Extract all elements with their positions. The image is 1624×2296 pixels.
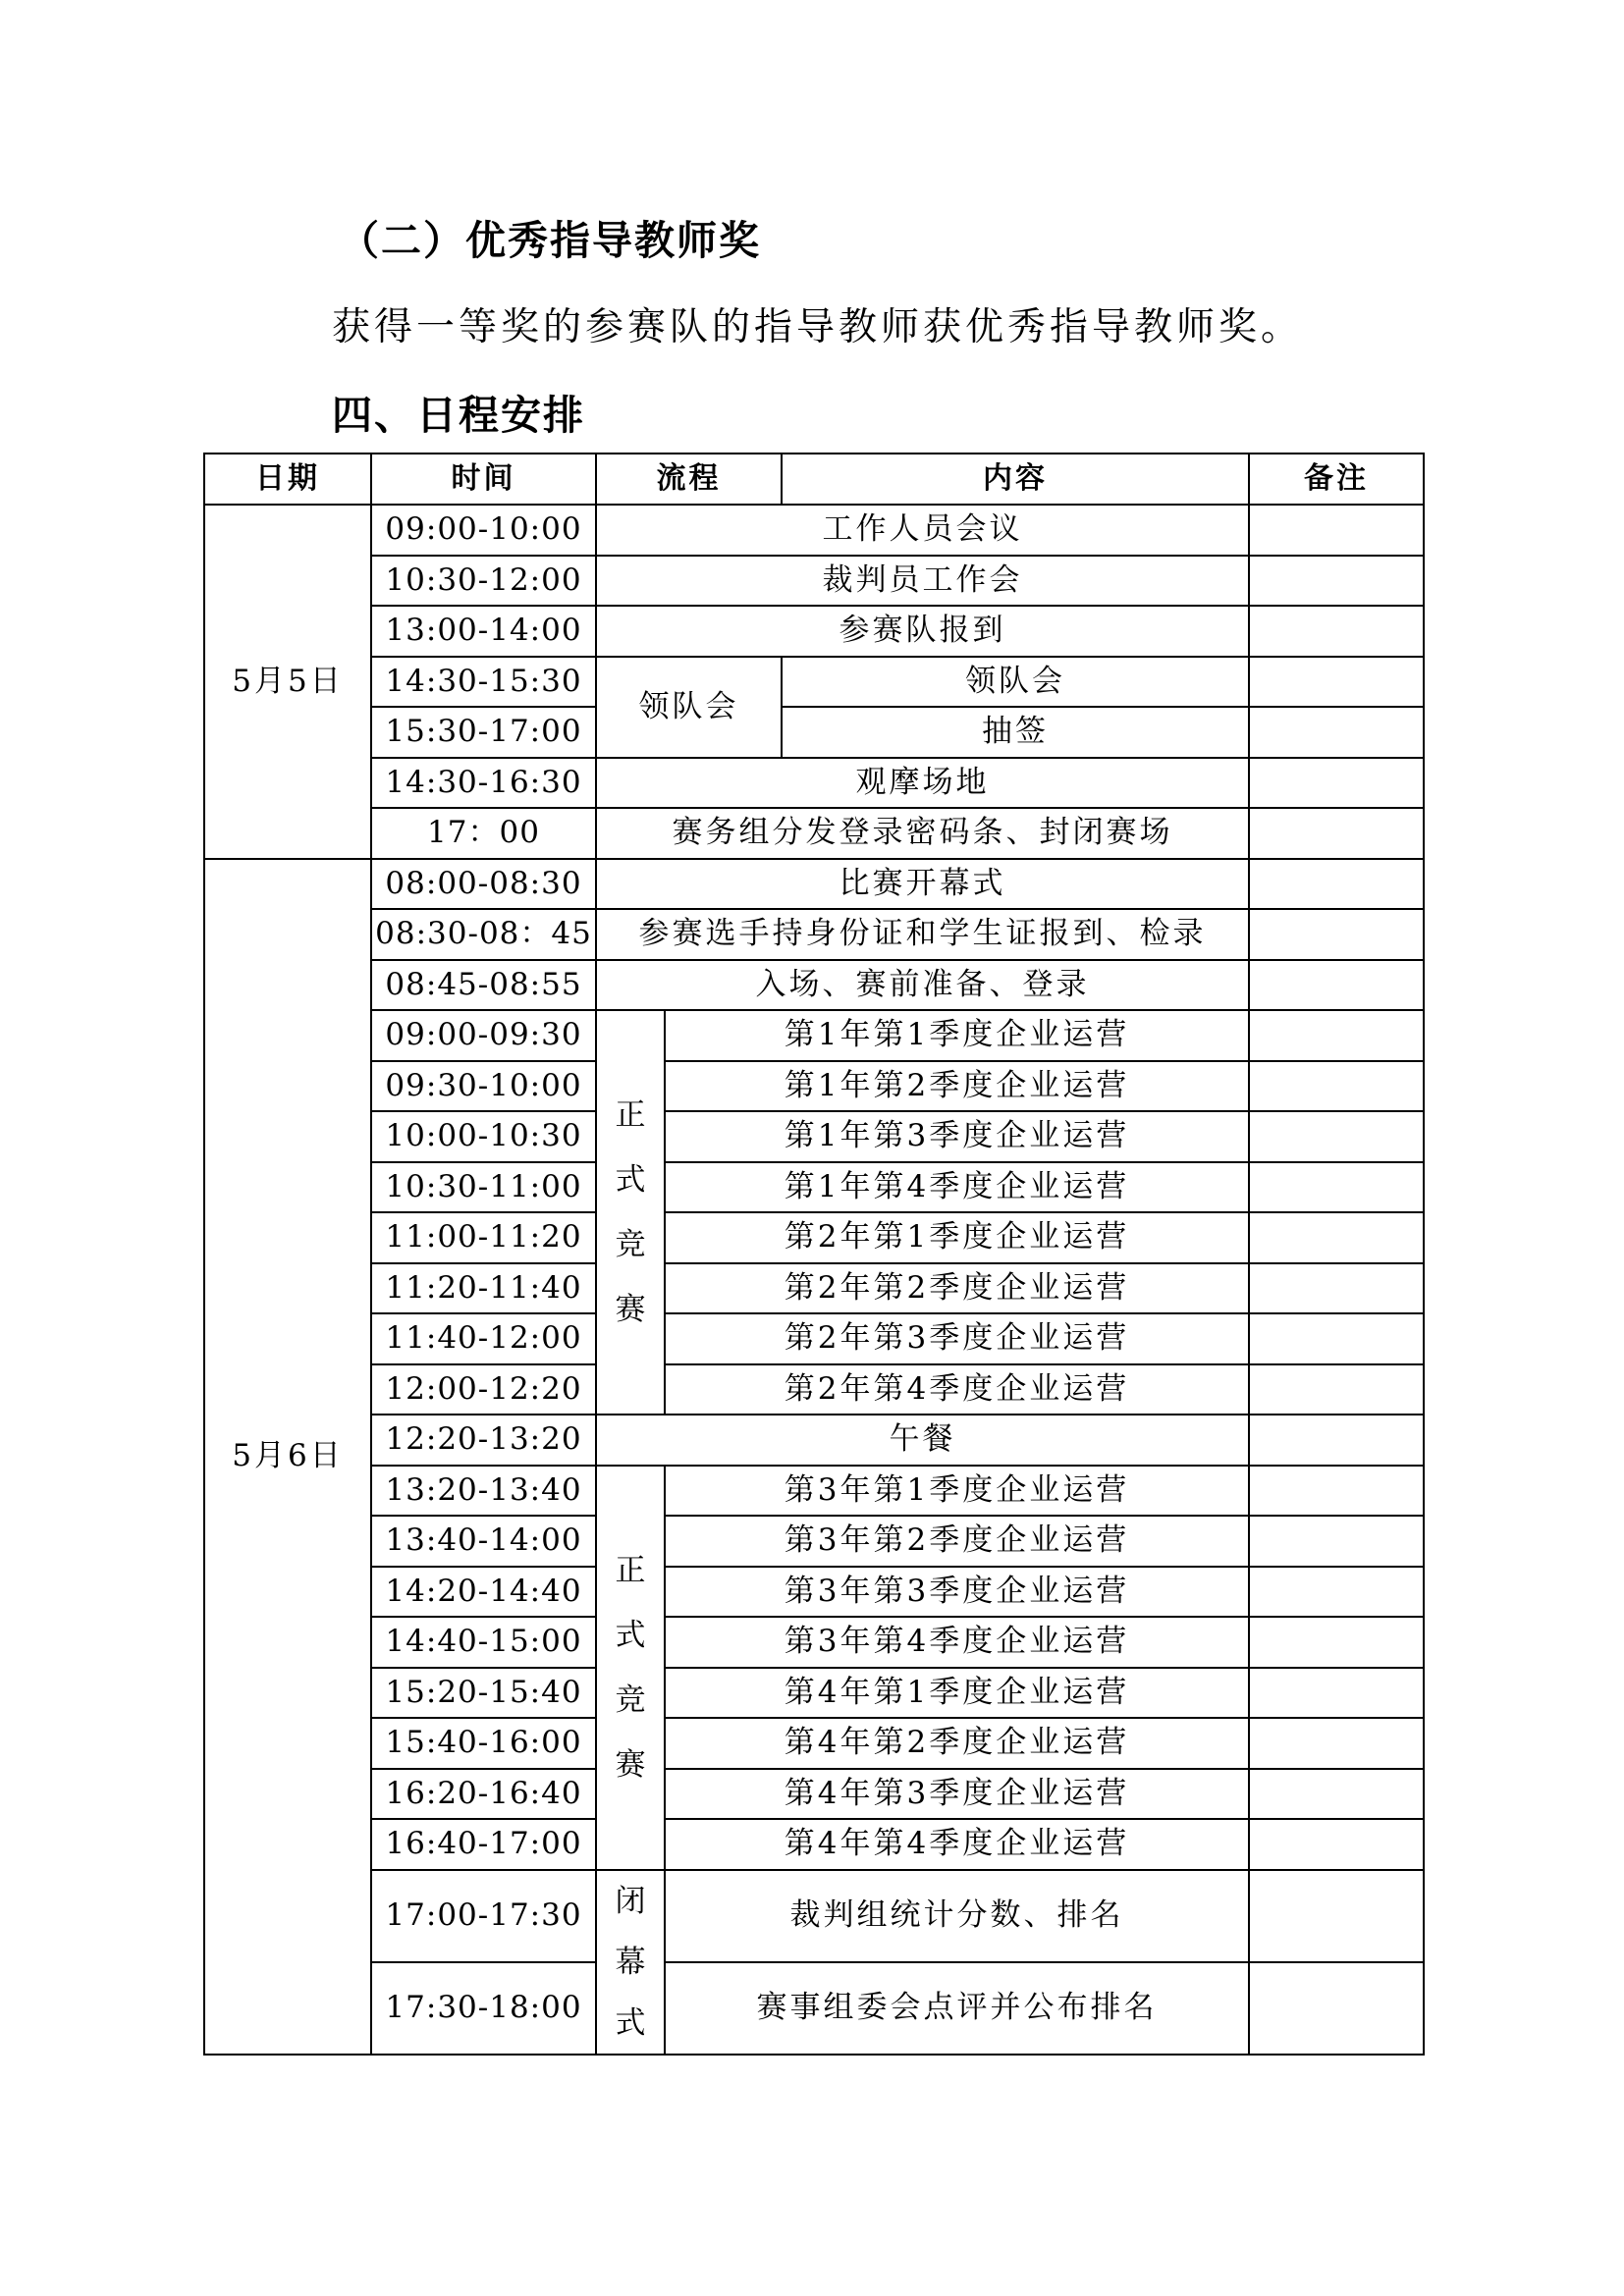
table-row [204, 556, 1424, 607]
remark-cell [1249, 808, 1424, 859]
table-row [204, 1962, 1424, 2055]
content-cell: 入场、赛前准备、登录 [596, 960, 1249, 1011]
content-cell: 参赛队报到 [596, 606, 1249, 657]
table-row [204, 1466, 1424, 1517]
content-cell: 领队会 [782, 657, 1249, 708]
time-cell: 12:20-13:20 [371, 1415, 596, 1466]
table-row [204, 859, 1424, 910]
remark-cell [1249, 1668, 1424, 1719]
time-cell: 10:30-12:00 [371, 556, 596, 607]
time-cell: 14:40-15:00 [371, 1617, 596, 1668]
remark-cell [1249, 1415, 1424, 1466]
time-cell: 15:20-15:40 [371, 1668, 596, 1719]
time-cell: 14:30-16:30 [371, 758, 596, 809]
remark-cell [1249, 1111, 1424, 1162]
remark-cell [1249, 1263, 1424, 1314]
process-cell-formal-competition-morning [596, 1010, 665, 1415]
remark-cell [1249, 859, 1424, 910]
time-cell: 13:40-14:00 [371, 1516, 596, 1567]
remark-cell [1249, 1313, 1424, 1364]
table-row [204, 758, 1424, 809]
content-cell: 第4年第4季度企业运营 [665, 1819, 1249, 1870]
content-cell: 第1年第1季度企业运营 [665, 1010, 1249, 1061]
content-cell-lunch: 午餐 [596, 1415, 1249, 1466]
time-cell: 08:45-08:55 [371, 960, 596, 1011]
content-cell: 第3年第4季度企业运营 [665, 1617, 1249, 1668]
table-row [204, 1415, 1424, 1466]
header-date: 日期 [204, 454, 371, 505]
time-cell: 12:00-12:20 [371, 1364, 596, 1415]
time-cell: 17：00 [371, 808, 596, 859]
remark-cell [1249, 1010, 1424, 1061]
table-header-row [204, 454, 1424, 505]
process-cell-formal-competition-afternoon [596, 1466, 665, 1870]
section-paragraph: 获得一等奖的参赛队的指导教师获优秀指导教师奖。 [332, 305, 1304, 349]
table-row [204, 657, 1424, 708]
process-cell-closing-ceremony [596, 1870, 665, 2055]
table-row [204, 1313, 1424, 1364]
content-cell: 第2年第2季度企业运营 [665, 1263, 1249, 1314]
remark-cell [1249, 1212, 1424, 1263]
time-cell: 09:00-09:30 [371, 1010, 596, 1061]
table-row [204, 606, 1424, 657]
table-row [204, 960, 1424, 1011]
process-cell-leaders-meeting: 领队会 [596, 657, 782, 758]
section-heading-excellent-advisor-award: （二）优秀指导教师奖 [339, 217, 761, 264]
table-row [204, 1364, 1424, 1415]
time-cell: 17:00-17:30 [371, 1870, 596, 1962]
content-cell: 第2年第4季度企业运营 [665, 1364, 1249, 1415]
table-row [204, 1769, 1424, 1820]
remark-cell [1249, 1466, 1424, 1517]
remark-cell [1249, 1819, 1424, 1870]
table-row [204, 1212, 1424, 1263]
table-row [204, 808, 1424, 859]
table-row [204, 1567, 1424, 1618]
remark-cell [1249, 707, 1424, 758]
date-cell-day1: 5月5日 [204, 505, 371, 859]
time-cell: 11:00-11:20 [371, 1212, 596, 1263]
content-cell: 第4年第1季度企业运营 [665, 1668, 1249, 1719]
time-cell: 16:40-17:00 [371, 1819, 596, 1870]
content-cell: 参赛选手持身份证和学生证报到、检录 [596, 909, 1249, 960]
content-cell: 第2年第3季度企业运营 [665, 1313, 1249, 1364]
time-cell: 15:30-17:00 [371, 707, 596, 758]
remark-cell [1249, 1567, 1424, 1618]
table-row [204, 1111, 1424, 1162]
table-row [204, 1668, 1424, 1719]
remark-cell [1249, 1617, 1424, 1668]
date-cell-day2: 5月6日 [204, 859, 371, 2055]
content-cell: 赛务组分发登录密码条、封闭赛场 [596, 808, 1249, 859]
time-cell: 15:40-16:00 [371, 1718, 596, 1769]
content-cell: 第1年第3季度企业运营 [665, 1111, 1249, 1162]
time-cell: 08:00-08:30 [371, 859, 596, 910]
table-row [204, 1263, 1424, 1314]
remark-cell [1249, 758, 1424, 809]
remark-cell [1249, 1061, 1424, 1112]
remark-cell [1249, 1962, 1424, 2055]
table-row [204, 505, 1424, 556]
table-row [204, 1819, 1424, 1870]
time-cell: 08:30-08：45 [371, 909, 596, 960]
table-row [204, 1010, 1424, 1061]
table-row [204, 1516, 1424, 1567]
remark-cell [1249, 960, 1424, 1011]
remark-cell [1249, 606, 1424, 657]
schedule-table [203, 453, 1425, 2056]
table-row [204, 1061, 1424, 1112]
content-cell: 第2年第1季度企业运营 [665, 1212, 1249, 1263]
time-cell: 17:30-18:00 [371, 1962, 596, 2055]
table-row [204, 1162, 1424, 1213]
content-cell: 抽签 [782, 707, 1249, 758]
vertical-label: 正式竞赛 [615, 1552, 646, 1783]
content-cell: 第3年第2季度企业运营 [665, 1516, 1249, 1567]
table-row [204, 707, 1424, 758]
time-cell: 11:40-12:00 [371, 1313, 596, 1364]
schedule-heading: 四、日程安排 [332, 392, 585, 439]
time-cell: 10:30-11:00 [371, 1162, 596, 1213]
time-cell: 14:20-14:40 [371, 1567, 596, 1618]
content-cell: 第3年第1季度企业运营 [665, 1466, 1249, 1517]
content-cell: 第4年第2季度企业运营 [665, 1718, 1249, 1769]
time-cell: 13:00-14:00 [371, 606, 596, 657]
content-cell: 观摩场地 [596, 758, 1249, 809]
table-row [204, 1870, 1424, 1962]
time-cell: 13:20-13:40 [371, 1466, 596, 1517]
time-cell: 14:30-15:30 [371, 657, 596, 708]
header-content: 内容 [782, 454, 1249, 505]
content-cell: 赛事组委会点评并公布排名 [665, 1962, 1249, 2055]
remark-cell [1249, 1769, 1424, 1820]
content-cell: 裁判组统计分数、排名 [665, 1870, 1249, 1962]
content-cell: 工作人员会议 [596, 505, 1249, 556]
vertical-label: 正式竞赛 [615, 1097, 646, 1327]
remark-cell [1249, 1364, 1424, 1415]
table-row [204, 1718, 1424, 1769]
time-cell: 09:00-10:00 [371, 505, 596, 556]
time-cell: 11:20-11:40 [371, 1263, 596, 1314]
remark-cell [1249, 1870, 1424, 1962]
remark-cell [1249, 1162, 1424, 1213]
content-cell: 比赛开幕式 [596, 859, 1249, 910]
remark-cell [1249, 909, 1424, 960]
header-time: 时间 [371, 454, 596, 505]
remark-cell [1249, 657, 1424, 708]
header-remark: 备注 [1249, 454, 1424, 505]
table-row [204, 909, 1424, 960]
content-cell: 第4年第3季度企业运营 [665, 1769, 1249, 1820]
vertical-label: 闭幕式 [615, 1883, 646, 2041]
header-process: 流程 [596, 454, 782, 505]
time-cell: 09:30-10:00 [371, 1061, 596, 1112]
content-cell: 第3年第3季度企业运营 [665, 1567, 1249, 1618]
remark-cell [1249, 505, 1424, 556]
content-cell: 第1年第4季度企业运营 [665, 1162, 1249, 1213]
content-cell: 裁判员工作会 [596, 556, 1249, 607]
remark-cell [1249, 556, 1424, 607]
table-row [204, 1617, 1424, 1668]
time-cell: 16:20-16:40 [371, 1769, 596, 1820]
remark-cell [1249, 1516, 1424, 1567]
time-cell: 10:00-10:30 [371, 1111, 596, 1162]
remark-cell [1249, 1718, 1424, 1769]
content-cell: 第1年第2季度企业运营 [665, 1061, 1249, 1112]
